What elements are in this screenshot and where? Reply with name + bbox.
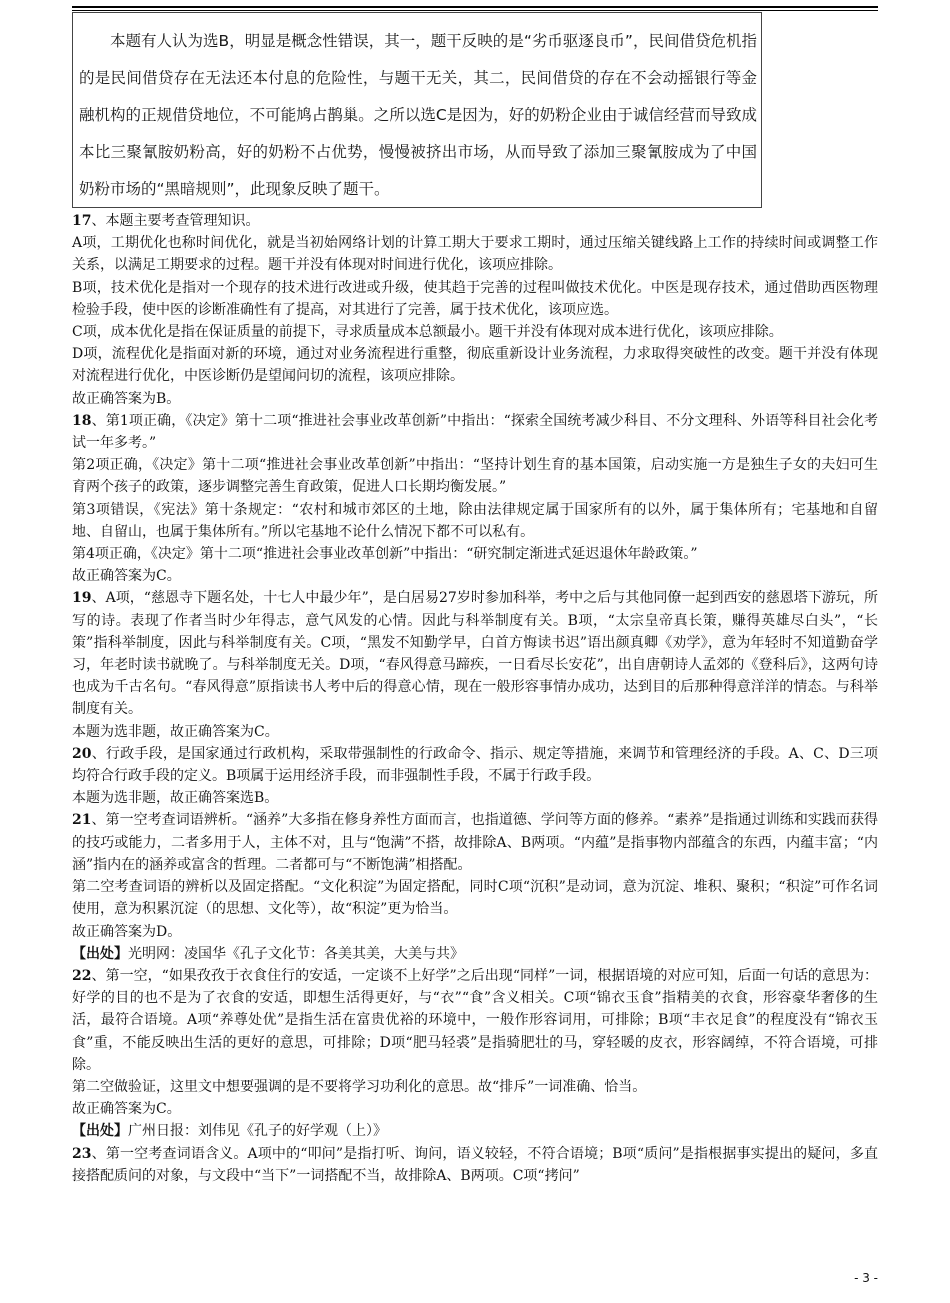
- q21-para-2: 第二空考查词语的辨析以及固定搭配。“文化积淀”为固定搭配，同时C项“沉积”是动词，意为沉淀、堆积、聚积；“积淀”可作名词使用，意为积累沉淀（的思想、文化等），故“积淀”更为恰当。: [72, 879, 878, 918]
- q22-number: 22: [72, 967, 92, 984]
- q19-body: 19、A项，“慈恩寺下题名处，十七人中最少年”，是白居易27岁时参加科举，考中之后与其他同僚一起到西安的慈恩塔下游玩，所写的诗。表现了作者当时少年得志，意气风发的心情。因此与科举制度有关。B项，“太宗皇帝真长策，赚得英雄尽白头”，“长策”指科举制度，因此与科举制度有关。C项，“黑发不知勤学早，白首方悔读书迟”语出颜真卿《劝学》，意为年轻时不知道勤奋学习，年老时读书就晚了。与科举制度无关。D项，“春风得意马蹄疾，一日看尽长安花”，出自唐朝诗人孟郊的《登科后》，这两句诗也成为千古名句。“春风得意”原指读书人考中后的得意心情，现在一般形容事情办成功，达到目的后那种得意洋洋的情态。与科举制度有关。: [72, 590, 878, 718]
- answer-explanations: [72, 210, 878, 1187]
- q23-number: 23: [72, 1145, 92, 1162]
- boxed-excerpt-text: 本题有人认为选B，明显是概念性错误，其一，题干反映的是“劣币驱逐良币”，民间借贷危机指的是民间借贷存在无法还本付息的危险性，与题干无关，其二，民间借贷的存在不会动摇银行等金融机构的正规借贷地位，不可能鸠占鹊巢。之所以选C是因为，好的奶粉企业由于诚信经营而导致成本比三聚氰胺奶粉高，好的奶粉不占优势，慢慢被挤出市场，从而导致了添加三聚氰胺成为了中国奶粉市场的“黑暗规则”，此现象反映了题干。: [79, 32, 757, 198]
- q17-number: 17: [72, 213, 92, 229]
- q21-para-1: 21、第一空考查词语辨析。“涵养”大多指在修身养性方面而言，也指道德、学问等方面的修养。“素养”是指通过训练和实践而获得的技巧或能力，二者多用于人，主体不对，且与“饱满”不搭，故排除A、B两项。“内蕴”是指事物内部蕴含的东西，内蕴丰富；“内涵”指内在的涵养或富含的哲理。二者都可与“不断饱满”相搭配。: [72, 812, 878, 873]
- q21-number: 21: [72, 812, 92, 829]
- q23-para-1: 23、第一空考查词语含义。A项中的“叩问”是指打听、询问，语义较轻，不符合语境；B项“质问”是指根据事实提出的疑问，多直接搭配质问的对象，与文段中“当下”一词搭配不当，故排除A、B两项。C项“拷问”: [72, 1145, 878, 1184]
- q18-item-1: 18、第1项正确，《决定》第十二项“推进社会事业改革创新”中指出：“探索全国统考减少科目、不分文理科、外语等科目社会化考试一年多考。”: [72, 412, 878, 452]
- q22-source: 【出处】广州日报：刘伟见《孔子的好学观（上）》: [72, 1123, 387, 1140]
- q20-number: 20: [72, 745, 92, 762]
- q22-answer: 故正确答案为C。: [72, 1101, 181, 1118]
- q21-answer: 故正确答案为D。: [72, 923, 182, 940]
- q18-item-4: 第4项正确，《决定》第十二项“推进社会事业改革创新”中指出：“研究制定渐进式延迟退休年龄政策。”: [72, 546, 698, 563]
- q17-answer: 故正确答案为B。: [72, 390, 181, 407]
- q17-option-a: A项，工期优化也称时间优化，就是当初始网络计划的计算工期大于要求工期时，通过压缩关键线路上工作的持续时间或调整工作关系，以满足工期要求的过程。题干并没有体现对时间进行优化，该项应排除。: [72, 235, 878, 274]
- page-number: - 3 -: [854, 1271, 878, 1285]
- q20-body: 20、行政手段，是国家通过行政机构，采取带强制性的行政命令、指示、规定等措施，来调节和管理经济的手段。A、C、D三项均符合行政手段的定义。B项属于运用经济手段，而非强制性手段，不属于行政手段。: [72, 745, 878, 785]
- boxed-excerpt: [72, 12, 762, 208]
- q18-answer: 故正确答案为C。: [72, 568, 181, 585]
- q19-number: 19: [72, 590, 92, 607]
- q19-answer: 本题为选非题，故正确答案为C。: [72, 723, 279, 740]
- q22-para-2: 第二空做验证，这里文中想要强调的是不要将学习功利化的意思。故“排斥”一词准确、恰当。: [72, 1078, 647, 1095]
- header-rule: [72, 6, 878, 11]
- q21-source: 【出处】光明网：凌国华《孔子文化节：各美其美，大美与共》: [72, 945, 464, 962]
- q17-intro: 17、本题主要考查管理知识。: [72, 213, 260, 229]
- q17-option-d: D项，流程优化是指面对新的环境，通过对业务流程进行重整，彻底重新设计业务流程，力求取得突破性的改变。题干并没有体现对流程进行优化，中医诊断仍是望闻问切的流程，该项应排除。: [72, 346, 878, 385]
- q21-source-tag: 【出处】: [72, 945, 128, 962]
- q18-number: 18: [72, 412, 92, 429]
- q18-item-3: 第3项错误，《宪法》第十条规定：“农村和城市郊区的土地，除由法律规定属于国家所有的以外，属于集体所有；宅基地和自留地、自留山，也属于集体所有。”所以宅基地不论什么情况下都不可以私有。: [72, 501, 878, 540]
- q18-item-2: 第2项正确，《决定》第十二项“推进社会事业改革创新”中指出：“坚持计划生育的基本国策，启动实施一方是独生子女的夫妇可生育两个孩子的政策，逐步调整完善生育政策，促进人口长期均衡发展。”: [72, 457, 878, 496]
- q22-source-tag: 【出处】: [72, 1123, 128, 1140]
- q20-answer: 本题为选非题，故正确答案选B。: [72, 790, 279, 807]
- q22-para-1: 22、第一空，“如果孜孜于衣食住行的安适，一定谈不上好学”之后出现“同样”一词，根据语境的对应可知，后面一句话的意思为：好学的目的也不是为了衣食的安适，即想生活得更好，与“衣”“食”含义相关。C项“锦衣玉食”指精美的衣食，形容豪华奢侈的生活，最符合语境。A项“养尊处优”是指生活在富贵优裕的环境中，一般作形容词用，可排除；B项“丰衣足食”的程度没有“锦衣玉食”重，不能反映出生活的更好的意思，可排除；D项“肥马轻裘”是指骑肥壮的马，穿轻暖的皮衣，形容阔绰，不符合语境，可排除。: [72, 967, 878, 1073]
- q17-option-c: C项，成本优化是指在保证质量的前提下，寻求质量成本总额最小。题干并没有体现对成本进行优化，该项应排除。: [72, 324, 783, 341]
- q17-option-b: B项，技术优化是指对一个现存的技术进行改进或升级，使其趋于完善的过程叫做技术优化。中医是现存技术，通过借助西医物理检验手段，使中医的诊断准确性有了提高，对其进行了完善，属于技术优化，该项应选。: [72, 279, 878, 318]
